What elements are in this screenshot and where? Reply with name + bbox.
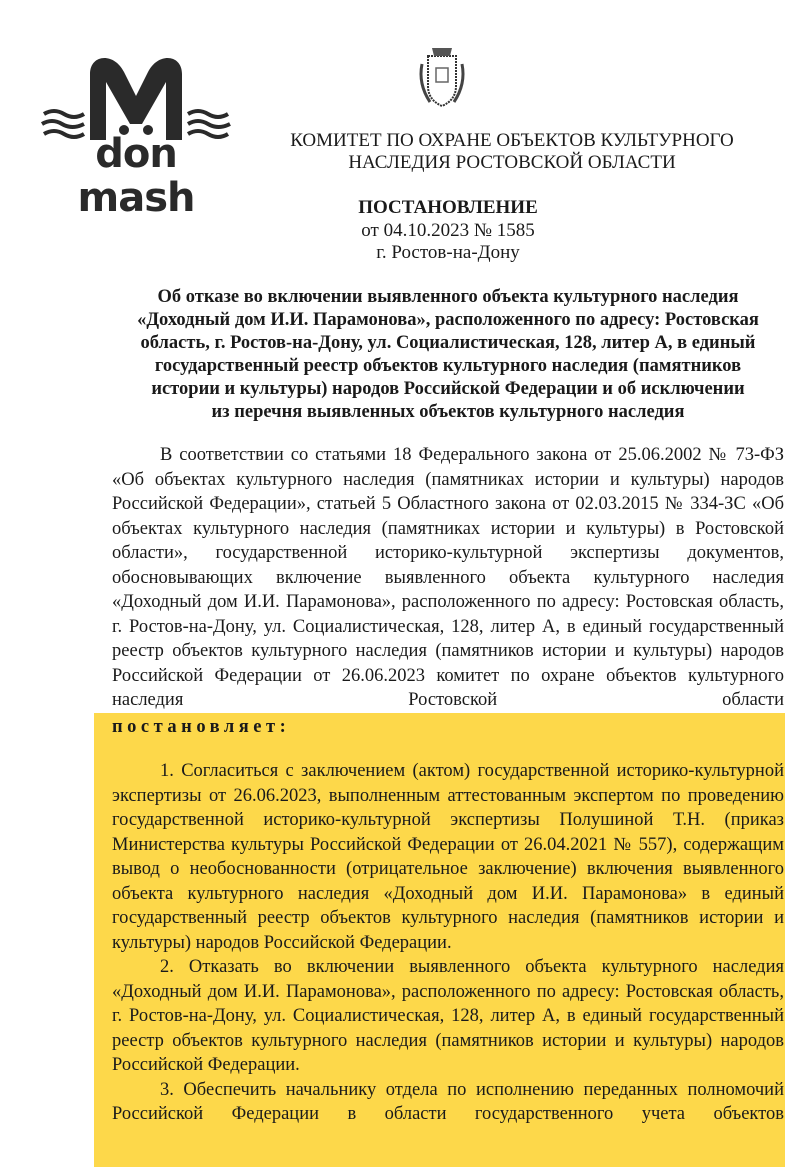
subject-line: область, г. Ростов-на-Дону, ул. Социалистическая, 128, литер А, в единый bbox=[140, 333, 756, 353]
document-heading bbox=[200, 197, 696, 265]
document-subject bbox=[112, 286, 784, 424]
organization-name bbox=[238, 130, 786, 174]
decree-item: 1. Согласиться с заключением (актом) государственной историко-культурной экспертизы от 26.06.2023, выполненным аттестованным экспертом по проведению государственной историко-культурной экспертизы Полушиной Т.Н. (приказ Министерства культуры Российской Федерации от 26.04.2021 № 557), содержащим вывод о необоснованности (отрицательное заключение) включения выявленного объекта культурного наследия «Доходный дом И.И. Парамонова» в единый государственный реестр объектов культурного наследия (памятников истории и культуры) народов Российской Федерации. bbox=[112, 761, 784, 953]
subject-line: Об отказе во включении выявленного объекта культурного наследия bbox=[157, 287, 739, 307]
subject-line: истории и культуры) народов Российской Федерации и об исключении bbox=[151, 379, 745, 399]
decree-items bbox=[112, 759, 784, 1127]
cat-m-icon bbox=[38, 52, 234, 142]
subject-line: государственный реестр объектов культурного наследия (памятников bbox=[154, 356, 742, 376]
logo-text: don mash bbox=[77, 131, 195, 221]
subject-line: «Доходный дом И.И. Парамонова», расположенного по адресу: Ростовская bbox=[137, 310, 759, 330]
coat-of-arms-emblem bbox=[414, 44, 470, 112]
org-line: НАСЛЕДИЯ РОСТОВСКОЙ ОБЛАСТИ bbox=[348, 152, 676, 173]
city: г. Ростов-на-Дону bbox=[376, 242, 520, 263]
org-line: КОМИТЕТ ПО ОХРАНЕ ОБЪЕКТОВ КУЛЬТУРНОГО bbox=[290, 130, 734, 151]
date-number: от 04.10.2023 № 1585 bbox=[361, 219, 535, 241]
decree-item: 3. Обеспечить начальнику отдела по исполнению переданных полномочий Российской Федерации в области государственного учета объектов bbox=[112, 1079, 784, 1124]
highlight-section bbox=[94, 713, 785, 1167]
decree-word: постановляет: bbox=[112, 716, 291, 737]
subject-line: из перечня выявленных объектов культурного наследия bbox=[211, 402, 685, 422]
document-type: ПОСТАНОВЛЕНИЕ bbox=[358, 197, 538, 218]
preamble-paragraph: В соответствии со статьями 18 Федерального закона от 25.06.2002 № 73-ФЗ «Об объектах культурного наследия (памятниках истории и культуры) народов Российской Федерации», статьей 5 Областного закона от 02.03.2015 № 334-ЗС «Об объектах культурного наследия (памятниках истории и культуры) в Ростовской области», государственной историко-культурной экспертизы документов, обосновывающих включение выявленного объекта культурного наследия «Доходный дом И.И. Парамонова», расположенного по адресу: Ростовская область, г. Ростов-на-Дону, ул. Социалистическая, 128, литер А, в единый государственный реестр объектов культурного наследия (памятников истории и культуры) народов Российской Федерации от 26.06.2023 комитет по охране объектов культурного наследия Ростовской области bbox=[112, 445, 784, 710]
don-mash-logo bbox=[38, 52, 234, 221]
document-body bbox=[94, 443, 785, 1167]
decree-item: 2. Отказать во включении выявленного объекта культурного наследия «Доходный дом И.И. Парамонова», расположенного по адресу: Ростовская область, г. Ростов-на-Дону, ул. Социалистическая, 128, литер А, в единый государственный реестр объектов культурного наследия (памятников истории и культуры) народов Российской Федерации. bbox=[112, 957, 784, 1075]
